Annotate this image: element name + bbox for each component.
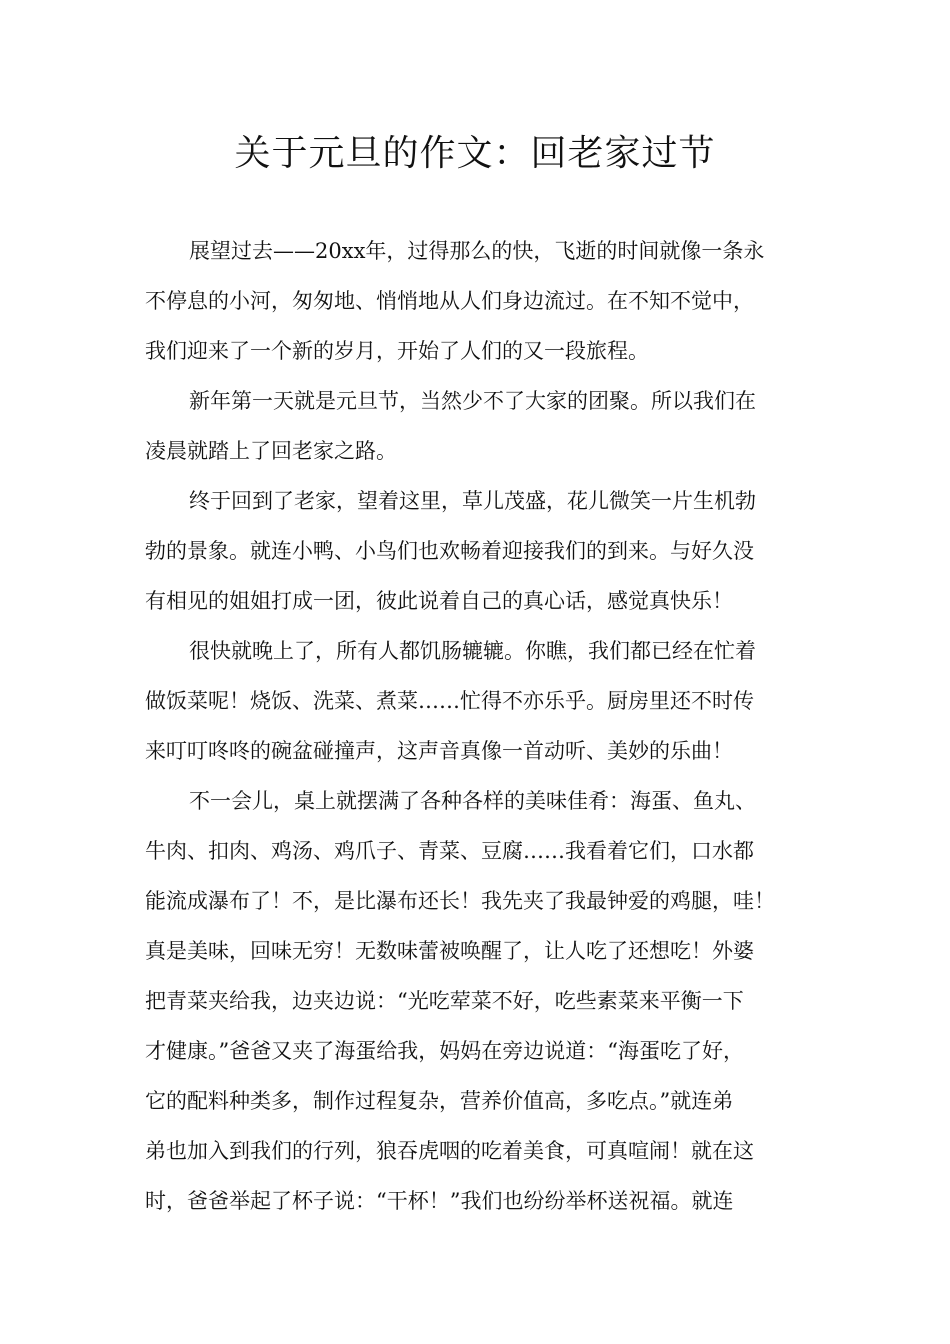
paragraph bbox=[145, 626, 835, 776]
text-line: 弟也加入到我们的行列，狼吞虎咽的吃着美食，可真喧闹！就在这 bbox=[145, 1139, 754, 1163]
text-line: 它的配料种类多，制作过程复杂，营养价值高，多吃点。”就连弟 bbox=[145, 1089, 734, 1113]
paragraph bbox=[145, 776, 835, 1226]
essay-title: 关于元旦的作文：回老家过节 bbox=[234, 133, 716, 174]
text-line: 时，爸爸举起了杯子说：“干杯！”我们也纷纷举杯送祝福。就连 bbox=[145, 1189, 734, 1213]
text-line: 真是美味，回味无穷！无数味蕾被唤醒了，让人吃了还想吃！外婆 bbox=[145, 939, 754, 963]
text-line: 勃的景象。就连小鸭、小鸟们也欢畅着迎接我们的到来。与好久没 bbox=[145, 539, 754, 563]
text-line: 做饭菜呢！烧饭、洗菜、煮菜……忙得不亦乐乎。厨房里还不时传 bbox=[145, 689, 754, 713]
text-line: 展望过去——20xx年，过得那么的快，飞逝的时间就像一条永 bbox=[189, 239, 765, 263]
text-line: 有相见的姐姐打成一团，彼此说着自己的真心话，感觉真快乐！ bbox=[145, 589, 733, 613]
text-line: 不一会儿，桌上就摆满了各种各样的美味佳肴：海蛋、鱼丸、 bbox=[189, 789, 756, 813]
text-line: 终于回到了老家，望着这里，草儿茂盛，花儿微笑一片生机勃 bbox=[189, 489, 756, 513]
text-line: 来叮叮咚咚的碗盆碰撞声，这声音真像一首动听、美妙的乐曲！ bbox=[145, 739, 733, 763]
text-line: 牛肉、扣肉、鸡汤、鸡爪子、青菜、豆腐……我看着它们，口水都 bbox=[145, 839, 754, 863]
essay-body bbox=[145, 226, 835, 1226]
paragraph bbox=[145, 376, 835, 476]
text-line: 凌晨就踏上了回老家之路。 bbox=[145, 439, 397, 463]
paragraph bbox=[145, 226, 835, 376]
text-line: 新年第一天就是元旦节，当然少不了大家的团聚。所以我们在 bbox=[189, 389, 756, 413]
text-line: 很快就晚上了，所有人都饥肠辘辘。你瞧，我们都已经在忙着 bbox=[189, 639, 756, 663]
text-line: 不停息的小河，匆匆地、悄悄地从人们身边流过。在不知不觉中， bbox=[145, 289, 754, 313]
text-line: 我们迎来了一个新的岁月，开始了人们的又一段旅程。 bbox=[145, 339, 649, 363]
text-line: 才健康。”爸爸又夹了海蛋给我，妈妈在旁边说道：“海蛋吃了好， bbox=[145, 1039, 744, 1063]
paragraph bbox=[145, 476, 835, 626]
text-line: 能流成瀑布了！不，是比瀑布还长！我先夹了我最钟爱的鸡腿，哇！ bbox=[145, 889, 775, 913]
text-line: 把青菜夹给我，边夹边说：“光吃荤菜不好，吃些素菜来平衡一下 bbox=[145, 989, 744, 1013]
